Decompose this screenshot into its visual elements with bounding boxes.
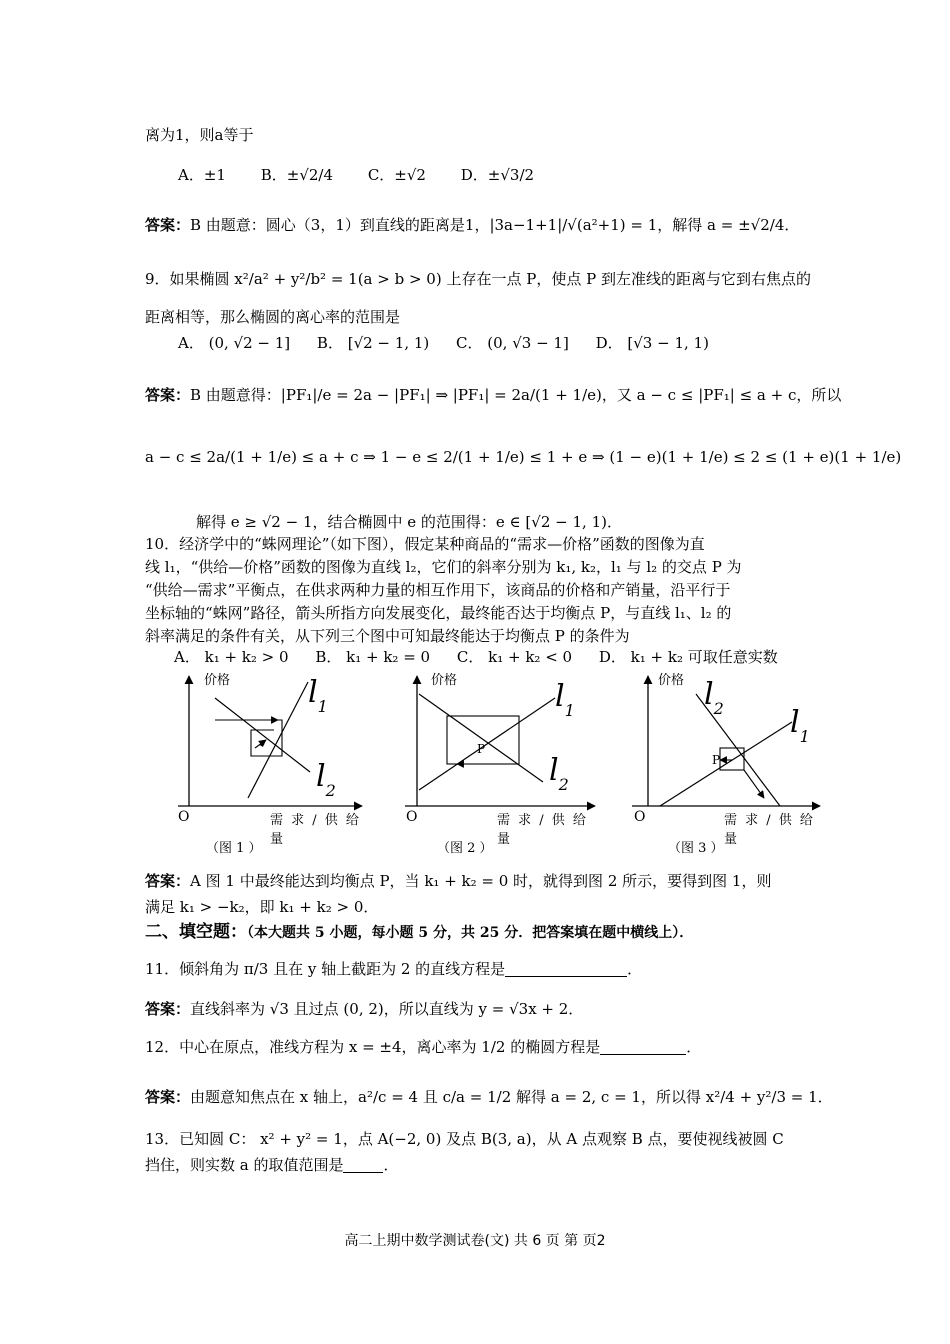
q8-tail: 离为1，则a等于: [145, 126, 254, 144]
q13-answer-blank[interactable]: [343, 1156, 383, 1173]
x-axis-label: 需 求 / 供 给: [270, 813, 361, 828]
q10-answer-text-1: A 图 1 中最终能达到均衡点 P，当 k₁ + k₂ = 0 时，就得到图 2 所示，要得到图 1，则: [190, 872, 772, 890]
q9-option-a: A． (0, √2 − 1]: [178, 334, 291, 352]
y-axis-label: 价格: [204, 673, 231, 688]
q11-end: ．: [627, 960, 643, 978]
q11-stem: [145, 958, 830, 980]
x-axis-label: 需 求 / 供 给: [724, 813, 815, 828]
q12-end: ．: [686, 1038, 702, 1056]
x-axis-label-cont: 量: [724, 832, 738, 847]
answer-label: 答案：: [145, 872, 191, 890]
q9-answer-text-1: B 由题意得：|PF₁|/e = 2a − |PF₁| ⇒ |PF₁| = 2a/(1 + 1/e)，又 a − c ≤ |PF₁| ≤ a + c，所以: [190, 386, 842, 404]
q10-stem-line-4: 坐标轴的“蛛网”路径，箭头所指方向发展变化，最终能否达于均衡点 P，与直线 l₁、l₂ 的: [145, 604, 732, 622]
caption-figure-1: （图 1 ）: [206, 841, 262, 856]
q8-answer-text: B 由题意：圆心（3，1）到直线的距离是1，|3a−1+1|/√(a²+1) = 1，解得 a = ±√2/4．: [190, 216, 800, 234]
x-axis-label-cont: 量: [497, 832, 511, 847]
label-p: P: [712, 753, 721, 767]
origin-label: O: [178, 809, 190, 825]
q10-option-b: B． k₁ + k₂ = 0: [315, 648, 431, 666]
q9-option-c: C． (0, √3 − 1]: [456, 334, 569, 352]
q8-option-b: B．±√2/4: [260, 166, 334, 184]
q10-stem-line-1: 10．经济学中的“蛛网理论”（如下图），假定某种商品的“需求—价格”函数的图像为直: [145, 535, 705, 553]
x-axis-label-cont: 量: [270, 832, 284, 847]
q12-answer: [145, 1086, 833, 1108]
section-2-title: 二、填空题：: [145, 922, 247, 942]
caption-figure-3: （图 3 ）: [668, 841, 724, 856]
q11-answer-text: 直线斜率为 √3 且过点 (0, 2)，所以直线为 y = √3x + 2．: [190, 1000, 584, 1018]
answer-label: 答案：: [145, 386, 191, 404]
label-l1: $l_1$: [308, 675, 328, 716]
label-l1: $l_1$: [555, 679, 575, 720]
q10-stem-line-3: “供给—需求”平衡点，在供求两种力量的相互作用下，该商品的价格和产销量，沿平行于: [145, 581, 731, 599]
equilibrium-point: [260, 742, 264, 746]
answer-label: 答案：: [145, 1088, 191, 1106]
q11-answer: [145, 998, 830, 1020]
q9-answer-line-2: a − c ≤ 2a/(1 + 1/e) ≤ a + c ⇒ 1 − e ≤ 2/(1 + 1/e) ≤ 1 + e ⇒ (1 − e)(1 + 1/e) ≤ 2 ≤ (1 + e)(1 + 1/e): [145, 448, 902, 466]
q13-stem-line-1: 13．已知圆 C： x² + y² = 1，点 A(−2, 0) 及点 B(3, a)，从 A 点观察 B 点，要使视线被圆 C: [145, 1130, 784, 1148]
q13-stem-line-2: [145, 1154, 830, 1176]
y-axis-label: 价格: [658, 673, 685, 688]
cobweb-arrow: [744, 770, 764, 798]
q13-text: 挡住，则实数 a 的取值范围是: [145, 1156, 344, 1174]
section-2-note: （本大题共 5 小题，每小题 5 分，共 25 分．把答案填在题中横线上）．: [247, 925, 694, 941]
q12-text: 12．中心在原点，准线方程为 x = ±4，离心率为 1/2 的椭圆方程是: [145, 1038, 601, 1056]
q8-options: [178, 164, 830, 186]
y-axis-label: 价格: [431, 673, 458, 688]
q10-stem-line-5: 斜率满足的条件有关，从下列三个图中可知最终能达于均衡点 P 的条件为: [145, 627, 630, 645]
q12-answer-blank[interactable]: [600, 1038, 686, 1055]
q8-option-c: C．±√2: [367, 166, 426, 184]
cobweb-figure-3: [624, 668, 824, 860]
section-2-heading: [145, 921, 830, 944]
q13-end: ．: [383, 1156, 399, 1174]
label-l1: $l_1$: [790, 705, 810, 746]
answer-label: 答案：: [145, 216, 191, 234]
q9-stem-line-1: 9．如果椭圆 x²/a² + y²/b² = 1(a > b > 0) 上存在一点 P，使点 P 到左准线的距离与它到右焦点的: [145, 270, 811, 288]
q9-options: [178, 332, 830, 354]
line-l1: [248, 682, 308, 798]
q11-text: 11．倾斜角为 π/3 且在 y 轴上截距为 2 的直线方程是: [145, 960, 506, 978]
label-p: P: [477, 742, 486, 756]
page-footer: 高二上期中数学测试卷(文) 共 6 页 第 页2: [344, 1233, 606, 1249]
q10-option-d: D． k₁ + k₂ 可取任意实数: [598, 648, 778, 666]
q8-option-d: D．±√3/2: [460, 166, 535, 184]
label-l2: $l_2$: [704, 677, 724, 718]
cobweb-figure-2: [397, 668, 602, 860]
q12-stem: [145, 1036, 830, 1058]
q10-stem-line-2: 线 l₁，“供给—价格”函数的图像为直线 l₂，它们的斜率分别为 k₁, k₂，l₁ 与 l₂ 的交点 P 为: [145, 558, 742, 576]
q9-option-d: D． [√3 − 1, 1): [595, 334, 709, 352]
cobweb-rectangle: [720, 748, 744, 770]
q9-answer-line-3: 解得 e ≥ √2 − 1，结合椭圆中 e 的范围得：e ∈ [√2 − 1, 1)．: [196, 513, 622, 531]
line-l2: [215, 698, 310, 772]
origin-label: O: [406, 809, 418, 825]
q8-answer: [145, 214, 830, 236]
q10-options: [174, 646, 830, 668]
x-axis-label: 需 求 / 供 给: [497, 813, 588, 828]
origin-label: O: [634, 809, 646, 825]
q8-option-a: A．±1: [178, 166, 226, 184]
line-l2: [419, 694, 543, 782]
caption-figure-2: （图 2 ）: [437, 841, 493, 856]
q12-answer-text: 由题意知焦点在 x 轴上，a²/c = 4 且 c/a = 1/2 解得 a = 2, c = 1，所以得 x²/4 + y²/3 = 1．: [190, 1088, 833, 1106]
label-l2: $l_2$: [549, 753, 569, 794]
q10-answer-line-1: [145, 870, 830, 892]
q9-answer-line-1: [145, 384, 842, 406]
label-l2: $l_2$: [316, 759, 336, 800]
q10-option-a: A． k₁ + k₂ > 0: [174, 648, 289, 666]
q10-answer-line-2: 满足 k₁ > −k₂，即 k₁ + k₂ > 0．: [145, 898, 379, 916]
answer-label: 答案：: [145, 1000, 191, 1018]
q10-option-c: C． k₁ + k₂ < 0: [456, 648, 573, 666]
q9-option-b: B． [√2 − 1, 1): [316, 334, 430, 352]
cobweb-figure-1: [170, 668, 370, 860]
q9-stem-line-2: 距离相等，那么椭圆的离心率的范围是: [145, 308, 401, 326]
q11-answer-blank[interactable]: [505, 960, 627, 977]
